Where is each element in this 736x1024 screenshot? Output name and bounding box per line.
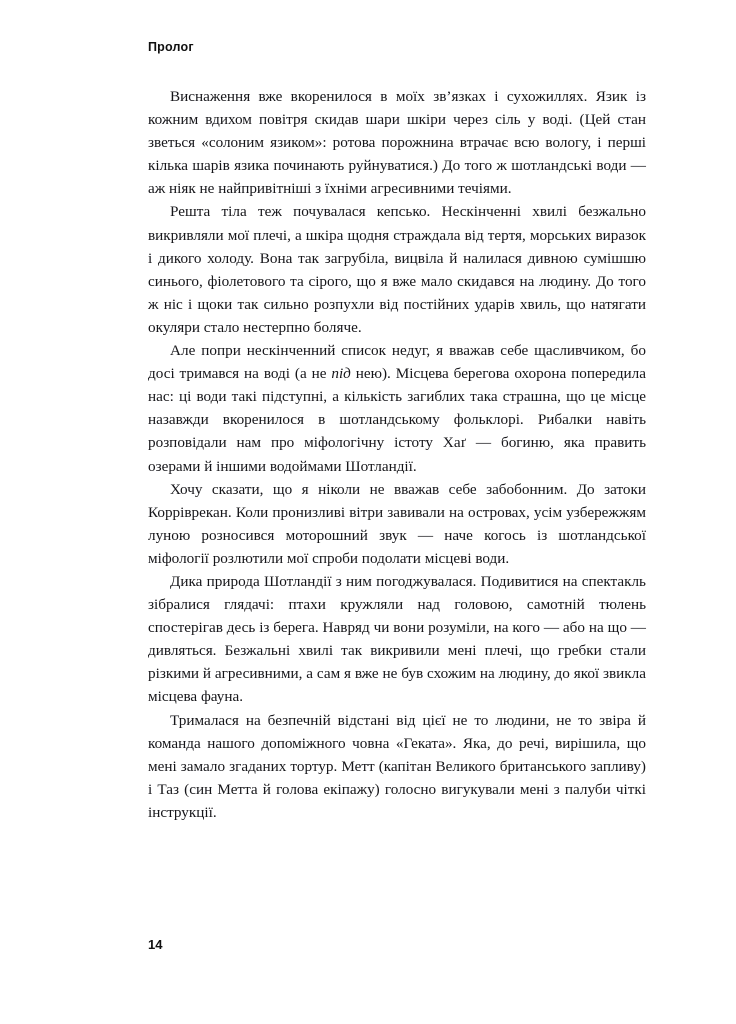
page-number: 14 — [148, 937, 163, 952]
paragraph: Хочу сказати, що я ніколи не вважав себе забобонним. До затоки Корріврекан. Коли пронизливі вітри завивали на островах, усім узбережжям луною розносився моторошний звук — наче когось із шотландської міфології розлютили мої спроби подолати місцеві води. — [148, 480, 646, 567]
paragraph: Виснаження вже вкоренилося в моїх зв’язках і сухожиллях. Язик із кожним вдихом повітря скидав шари шкіри через сіль у воді. (Цей стан зветься «солоним язиком»: ротова порожнина втрачає всю вологу, і перші кілька шарів язика починають руйнуватися.) До того ж шотландські води — аж ніяк не найпривітніші з їхніми агресивними течіями. — [148, 88, 646, 198]
paragraph: Дика природа Шотландії з ним погоджувалася. Подивитися на спектакль зібралися глядачі: птахи кружляли над головою, самотній тюлень спостерігав десь із берега. Навряд чи вони розуміли, на кого — або на що — дивляться. Безжальні хвилі так викривили мені плечі, що гребки стали різкими й агресивними, а сам я вже не був схожим на людину, до якої звикла місцева фауна. — [148, 572, 646, 706]
emphasis-text: під — [331, 365, 351, 383]
running-head: Пролог — [148, 40, 194, 54]
body-text — [148, 85, 646, 824]
paragraph: Трималася на безпечній відстані від цієї не то людини, не то звіра й команда нашого допоміжного човна «Геката». Яка, до речі, вирішила, що мені замало згаданих тортур. Метт (капітан Великого британського запливу) і Таз (син Метта й голова екіпажу) голосно вигукували мені з палуби чіткі інструкції. — [148, 711, 646, 821]
paragraph: Але попри нескінченний список недуг, я вважав себе щасливчиком, бо досі тримався на воді (а не під нею). Місцева берегова охорона попередила нас: ці води такі підступні, а кількість загиблих така страшна, що це місце назавжди вкоренилося в шотландському фольклорі. Рибалки навіть розповідали нам про міфологічну істоту Хаґ — богиню, яка править озерами й іншими водоймами Шотландії. — [148, 342, 646, 475]
paragraph: Решта тіла теж почувалася кепсько. Нескінченні хвилі безжально викривляли мої плечі, а шкіра щодня страждала від тертя, морських виразок і дикого холоду. Вона так загрубіла, вицвіла й налилася дивною сумішшю синього, фіолетового та сірого, що я вже мало скидався на людину. До того ж ніс і щоки так сильно розпухли від постійних ударів хвиль, що натягати окуляри стало нестерпно боляче. — [148, 203, 646, 336]
